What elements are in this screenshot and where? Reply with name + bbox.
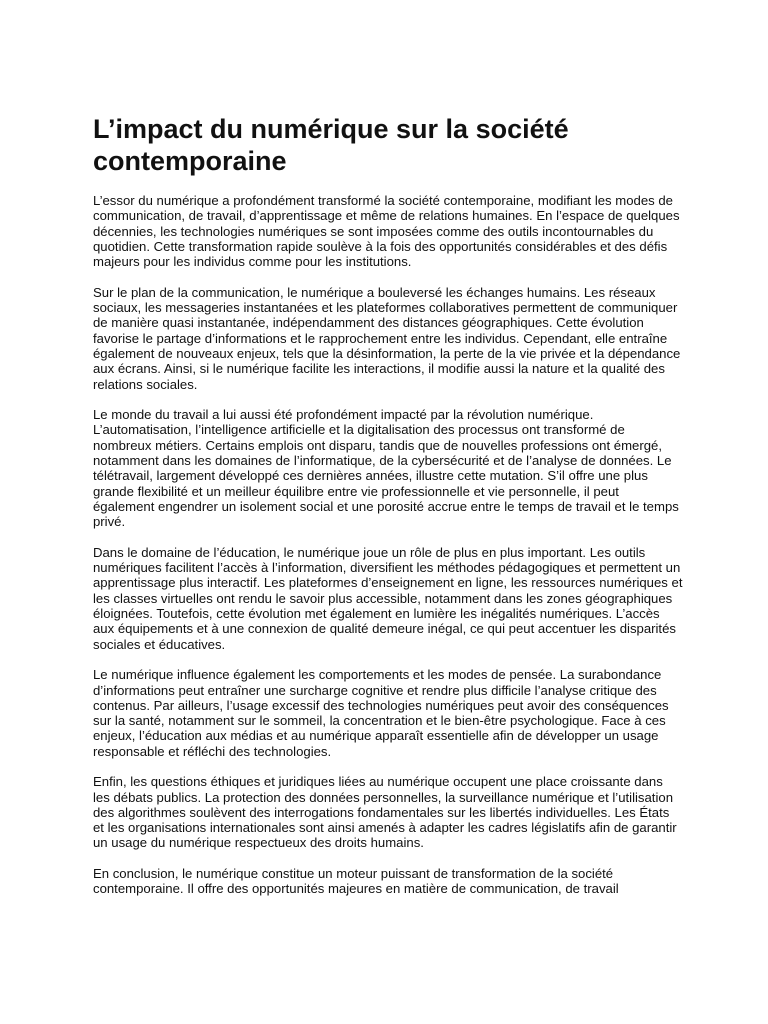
- paragraph-communication: Sur le plan de la communication, le numérique a bouleversé les échanges humains. Les réseaux sociaux, les messageries instantanées et les plateformes collaboratives permettent de communiquer de manière quasi instantanée, indépendamment des distances géographiques. Cette évolution favorise le partage d’informations et le rapprochement entre les individus. Cependant, elle entraîne également de nouveaux enjeux, tels que la désinformation, la perte de la vie privée et la dépendance aux écrans. Ainsi, si le numérique facilite les interactions, il modifie aussi la nature et la qualité des relations sociales.: [93, 284, 681, 392]
- paragraph-behaviour: Le numérique influence également les comportements et les modes de pensée. La surabondance d’informations peut entraîner une surcharge cognitive et rendre plus difficile l’analyse critique des contenus. Par ailleurs, l’usage excessif des technologies numériques peut avoir des conséquences sur la santé, notamment sur le sommeil, la concentration et le bien-être psychologique. Face à ces enjeux, l’éducation aux médias et au numérique apparaît essentielle afin de développer un usage responsable et réfléchi des technologies.: [93, 667, 669, 759]
- document-page: [93, 113, 683, 897]
- paragraph-ethics: Enfin, les questions éthiques et juridiques liées au numérique occupent une place croissante dans les débats publics. La protection des données personnelles, la surveillance numérique et l’utilisation des algorithmes soulèvent des interrogations fondamentales sur les libertés individuelles. Les États et les organisations internationales sont ainsi amenés à adapter les cadres législatifs afin de garantir un usage du numérique respectueux des droits humains.: [93, 774, 677, 851]
- document-title: L’impact du numérique sur la société contemporaine: [93, 114, 569, 176]
- paragraph-conclusion: En conclusion, le numérique constitue un moteur puissant de transformation de la société contemporaine. Il offre des opportunités majeures en matière de communication, de travail: [93, 866, 619, 897]
- paragraph-introduction: L’essor du numérique a profondément transformé la société contemporaine, modifiant les modes de communication, de travail, d’apprentissage et même de relations humaines. En l’espace de quelques décennies, les technologies numériques se sont imposées comme des outils incontournables du quotidien. Cette transformation rapide soulève à la fois des opportunités considérables et des défis majeurs pour les individus comme pour les institutions.: [93, 193, 680, 270]
- paragraph-work: Le monde du travail a lui aussi été profondément impacté par la révolution numérique. L’automatisation, l’intelligence artificielle et la digitalisation des processus ont transformé de nombreux métiers. Certains emplois ont disparu, tandis que de nouvelles professions ont émergé, notamment dans les domaines de l’informatique, de la cybersécurité et de l’analyse de données. Le télétravail, largement développé ces dernières années, illustre cette mutation. S’il offre une plus grande flexibilité et un meilleur équilibre entre vie professionnelle et vie personnelle, il peut également engendrer un isolement social et une porosité accrue entre le temps de travail et le temps privé.: [93, 407, 679, 530]
- paragraph-education: Dans le domaine de l’éducation, le numérique joue un rôle de plus en plus important. Les outils numériques facilitent l’accès à l’information, diversifient les méthodes pédagogiques et permettent un apprentissage plus interactif. Les plateformes d’enseignement en ligne, les ressources numériques et les classes virtuelles ont rendu le savoir plus accessible, notamment dans les zones géographiques éloignées. Toutefois, cette évolution met également en lumière les inégalités numériques. L’accès aux équipements et à une connexion de qualité demeure inégal, ce qui peut accentuer les disparités sociales et éducatives.: [93, 544, 683, 652]
